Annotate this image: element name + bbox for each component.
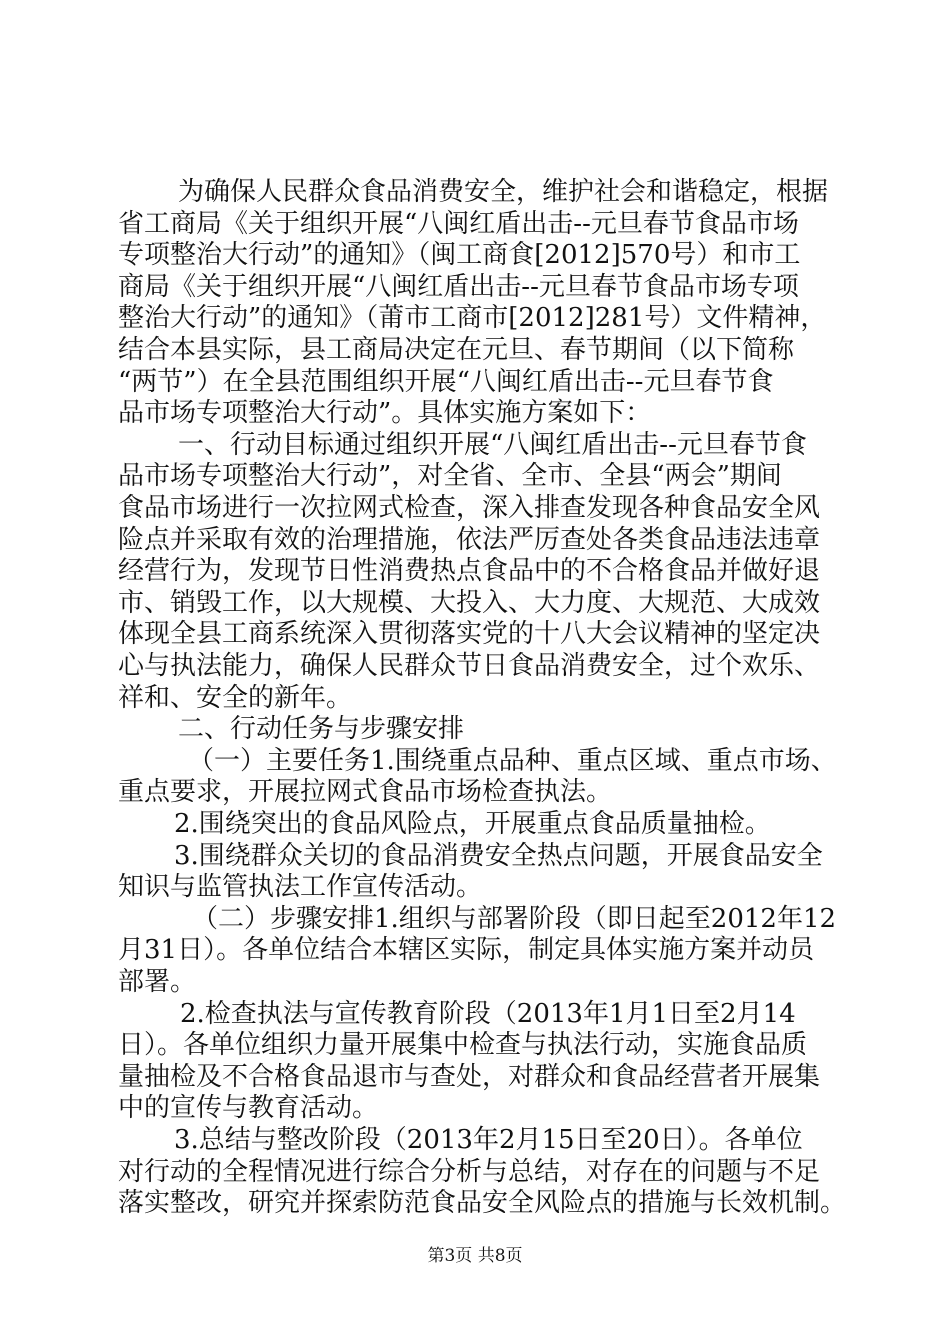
paragraph-line: 祥和、安全的新年。 (118, 682, 353, 713)
page-number-footer: 第3页 共8页 (427, 1246, 523, 1266)
paragraph-line: 2.检查执法与宣传教育阶段（2013年1月1日至2月14 (180, 998, 796, 1029)
paragraph-line: 落实整改，研究并探索防范食品安全风险点的措施与长效机制。 (118, 1188, 847, 1219)
paragraph-line: 部署。 (118, 967, 197, 997)
paragraph-line: 中的宣传与教育活动。 (118, 1093, 379, 1124)
paragraph-line: 2.围绕突出的食品风险点，开展重点食品质量抽检。 (174, 809, 771, 839)
paragraph-line: 经营行为，发现节日性消费热点食品中的不合格食品并做好退 (118, 556, 821, 587)
paragraph-line: 整治大行动”的通知》（莆市工商市[2012]281号）文件精神， (118, 303, 827, 334)
paragraph-line: 日）。各单位组织力量开展集中检查与执法行动，实施食品质 (118, 1030, 808, 1061)
paragraph-line: 品市场专项整治大行动”，对全省、全市、全县“两会”期间 (118, 461, 782, 492)
paragraph-line: 为确保人民群众食品消费安全，维护社会和谐稳定，根据 (178, 177, 829, 207)
paragraph-line: 省工商局《关于组织开展“八闽红盾出击--元旦春节食品市场 (118, 208, 799, 239)
paragraph-line: 食品市场进行一次拉网式检查，深入排查发现各种食品安全风 (118, 493, 821, 523)
paragraph-line: 险点并采取有效的治理措施，依法严厉查处各类食品违法违章 (118, 524, 821, 555)
paragraph-line: 市、销毁工作，以大规模、大投入、大力度、大规范、大成效 (118, 587, 821, 618)
paragraph-line: 专项整治大行动”的通知》（闽工商食[2012]570号）和市工 (118, 240, 801, 271)
paragraph-line: （一）主要任务1.围绕重点品种、重点区域、重点市场、 (188, 745, 837, 776)
paragraph-line: 结合本县实际，县工商局决定在元旦、春节期间（以下简称 (118, 335, 795, 365)
paragraph-line: 3.围绕群众关切的食品消费安全热点问题，开展食品安全 (174, 840, 823, 871)
paragraph-line: 3.总结与整改阶段（2013年2月15日至20日）。各单位 (174, 1125, 803, 1155)
section-heading: 二、行动任务与步骤安排 (178, 714, 465, 745)
paragraph-line: “两节”）在全县范围组织开展“八闽红盾出击--元旦春节食 (118, 366, 774, 397)
paragraph-line: 重点要求，开展拉网式食品市场检查执法。 (118, 777, 613, 808)
paragraph-line: 月31日）。各单位结合本辖区实际，制定具体实施方案并动员 (118, 935, 815, 966)
paragraph-line: 体现全县工商系统深入贯彻落实党的十八大会议精神的坚定决 (118, 619, 821, 650)
paragraph-line: 心与执法能力，确保人民群众节日食品消费安全，过个欢乐、 (118, 651, 821, 681)
paragraph-line: 一、行动目标通过组织开展“八闽红盾出击--元旦春节食 (178, 429, 807, 460)
paragraph-line: 量抽检及不合格食品退市与查处，对群众和食品经营者开展集 (118, 1061, 821, 1092)
paragraph-line: 商局《关于组织开展“八闽红盾出击--元旦春节食品市场专项 (118, 271, 799, 302)
paragraph-line: 知识与监管执法工作宣传活动。 (118, 872, 483, 903)
paragraph-line: 对行动的全程情况进行综合分析与总结，对存在的问题与不足 (118, 1156, 821, 1187)
paragraph-line: （二）步骤安排1.组织与部署阶段（即日起至2012年12 (192, 903, 837, 934)
paragraph-line: 品市场专项整治大行动”。具体实施方案如下： (118, 398, 652, 429)
